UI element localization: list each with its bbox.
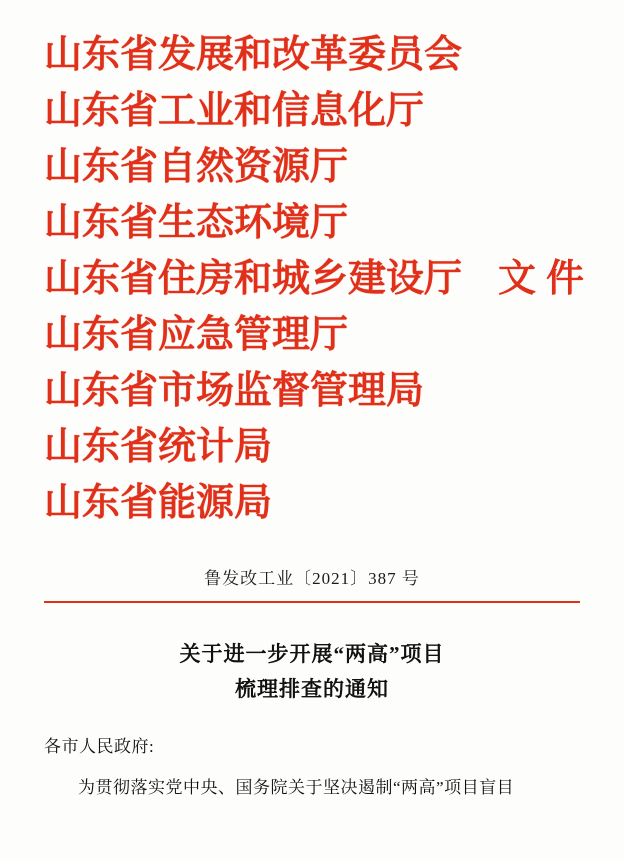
masthead-line: 山东省市场监督管理局 xyxy=(44,367,425,412)
document-number: 鲁发改工业〔2021〕387 号 xyxy=(204,569,420,588)
document-title-line-2: 梳理排查的通知 xyxy=(235,676,389,701)
masthead-row-7 xyxy=(44,362,580,418)
masthead-line: 山东省发展和改革委员会 xyxy=(44,31,463,76)
masthead-row-4 xyxy=(44,194,580,250)
masthead-line: 山东省能源局 xyxy=(44,479,273,524)
masthead-suffix-wenjian: 文件 xyxy=(498,255,595,300)
masthead xyxy=(44,26,595,530)
masthead-line: 山东省统计局 xyxy=(44,423,273,468)
masthead-line: 山东省住房和城乡建设厅 xyxy=(44,255,463,300)
masthead-row-6 xyxy=(44,306,580,362)
masthead-row-3 xyxy=(44,138,580,194)
masthead-line: 山东省工业和信息化厅 xyxy=(44,87,425,132)
masthead-line: 山东省应急管理厅 xyxy=(44,311,349,356)
document-title xyxy=(44,637,580,706)
document-title-line-1: 关于进一步开展“两高”项目 xyxy=(179,642,445,666)
masthead-row-2 xyxy=(44,82,580,138)
red-divider-rule xyxy=(44,601,580,603)
salutation: 各市人民政府: xyxy=(44,737,155,757)
masthead-row-8 xyxy=(44,418,580,474)
masthead-row-1 xyxy=(44,26,580,82)
masthead-row-5 xyxy=(44,250,595,306)
masthead-row-9 xyxy=(44,474,580,530)
masthead-line: 山东省生态环境厅 xyxy=(44,199,349,244)
masthead-line: 山东省自然资源厅 xyxy=(44,143,349,188)
body-paragraph: 为贯彻落实党中央、国务院关于坚决遏制“两高”项目盲目 xyxy=(78,778,515,798)
